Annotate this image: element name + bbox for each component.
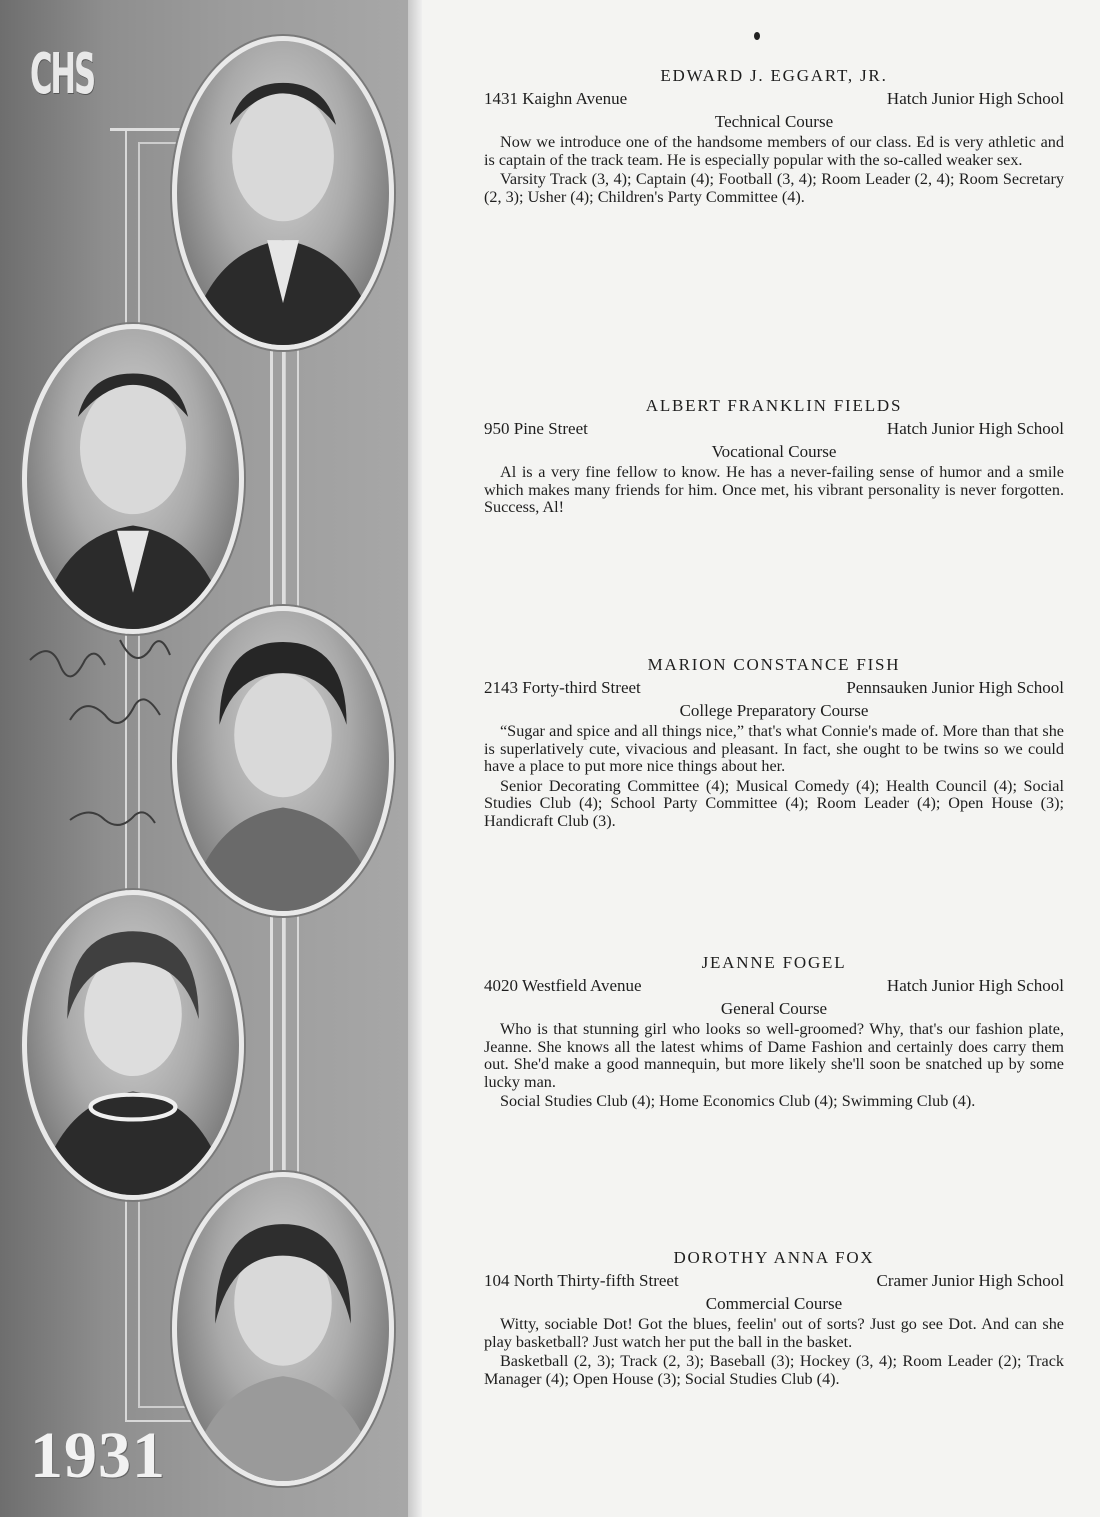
portrait-photo (172, 36, 394, 350)
portrait-photo (172, 1172, 394, 1486)
portrait-photo (22, 324, 244, 634)
yearbook-year: 1931 (30, 1419, 166, 1492)
student-name: JEANNE FOGEL (701, 953, 847, 972)
student-bio: Now we introduce one of the handsome members of our class. Ed is very athletic and is captain of the track team. He is especially popular with the so-called weaker sex. (484, 133, 1064, 169)
previous-school: Hatch Junior High School (886, 419, 1064, 438)
handwriting-scribble (0, 630, 200, 850)
course-name: Technical Course (714, 112, 834, 131)
course-name: Commercial Course (705, 1294, 843, 1313)
print-speck (754, 32, 760, 40)
student-activities: Senior Decorating Committee (4); Musical Comedy (4); Health Council (4); Social Studies Club (4); School Party Committee (4); Room Leader (4); Open House (3); Handicraft Club (3). (484, 776, 1064, 830)
course-name: College Preparatory Course (679, 701, 869, 720)
school-monogram: CHS (30, 42, 94, 107)
senior-entry (484, 66, 1064, 206)
student-address: 104 North Thirty-fifth Street (484, 1271, 679, 1290)
student-activities: Varsity Track (3, 4); Captain (4); Football (3, 4); Room Leader (2, 4); Room Secretary (2, 3); Usher (4); Children's Party Committee (4). (484, 170, 1064, 206)
portrait-photo (172, 606, 394, 916)
course-name: Vocational Course (711, 442, 837, 461)
student-bio: “Sugar and spice and all things nice,” that's what Connie's made of. More than that she is superlatively cute, vivacious and pleasant. In fact, she ought to be twins so we could have a place to put more nice things about her. (484, 722, 1064, 776)
previous-school: Hatch Junior High School (886, 89, 1064, 108)
student-address: 4020 Westfield Avenue (484, 976, 642, 995)
portrait-photo (22, 890, 244, 1200)
student-name: MARION CONSTANCE FISH (647, 655, 901, 674)
student-bio: Al is a very fine fellow to know. He has a never-failing sense of humor and a smile which makes many friends for him. Once met, his vibrant personality is never forgotten. Success, Al! (484, 463, 1064, 517)
student-activities: Social Studies Club (4); Home Economics Club (4); Swimming Club (4). (500, 1092, 976, 1111)
student-bio: Who is that stunning girl who looks so well-groomed? Why, that's our fashion plate, Jeanne. She knows all the latest whims of Dame Fashion and certainly does carry them out. She'd make a good mannequin, but more likely she'll soon be snatched up by some lucky man. (484, 1020, 1064, 1091)
student-activities: Basketball (2, 3); Track (2, 3); Baseball (3); Hockey (3, 4); Room Leader (2); Track Manager (4); Open House (3); Social Studies Club (4). (484, 1352, 1064, 1388)
senior-entry (484, 655, 1064, 831)
student-name: DOROTHY ANNA FOX (673, 1248, 875, 1267)
student-address: 950 Pine Street (484, 419, 588, 438)
student-address: 2143 Forty-third Street (484, 678, 641, 697)
photo-sidebar (0, 0, 420, 1517)
senior-entry (484, 396, 1064, 517)
page-spine (408, 0, 422, 1517)
previous-school: Pennsauken Junior High School (846, 678, 1064, 697)
student-address: 1431 Kaighn Avenue (484, 89, 628, 108)
student-name: ALBERT FRANKLIN FIELDS (645, 396, 903, 415)
student-bio: Witty, sociable Dot! Got the blues, feelin' out of sorts? Just go see Dot. And can she play basketball? Just watch her put the ball in the basket. (484, 1315, 1064, 1351)
previous-school: Cramer Junior High School (876, 1271, 1064, 1290)
senior-entry (484, 953, 1064, 1111)
senior-entry (484, 1248, 1064, 1388)
course-name: General Course (720, 999, 828, 1018)
previous-school: Hatch Junior High School (886, 976, 1064, 995)
student-name: EDWARD J. EGGART, JR. (660, 66, 888, 85)
